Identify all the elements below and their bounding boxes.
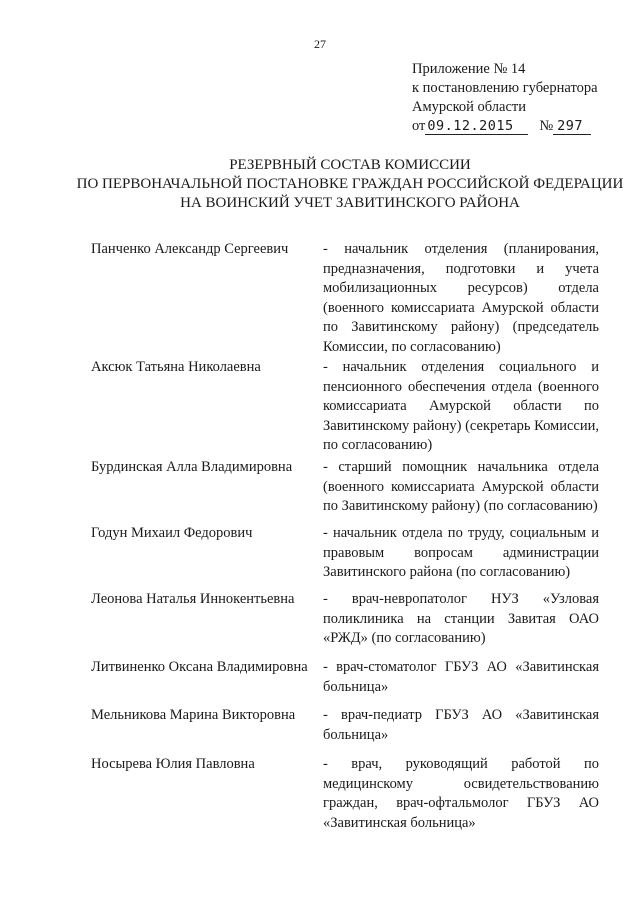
member-role: - начальник отделения (планирования, предназначения, подготовки и учета мобилизационных ресурсов) отдела (военного комиссариата Амурской области по Завитинскому району) (председатель Комиссии, по согласованию) <box>323 241 599 355</box>
member-name: Панченко Александр Сергеевич <box>91 241 289 257</box>
title-line-1: РЕЗЕРВНЫЙ СОСТАВ КОМИССИИ <box>229 157 471 173</box>
member-name: Мельникова Марина Викторовна <box>91 707 296 723</box>
member-name: Аксюк Татьяна Николаевна <box>91 359 261 375</box>
document-title <box>60 156 640 213</box>
member-name: Леонова Наталья Иннокентьевна <box>91 591 295 607</box>
decree-number: 297 <box>553 118 591 135</box>
title-line-3: НА ВОИНСКИЙ УЧЕТ ЗАВИТИНСКОГО РАЙОНА <box>180 195 520 211</box>
member-name: Носырева Юлия Павловна <box>91 756 255 772</box>
decree-date: 09.12.2015 <box>425 118 527 135</box>
appendix-region-line: Амурской области <box>412 99 526 115</box>
appendix-title: Приложение № 14 <box>412 61 526 77</box>
appendix-date-line <box>412 117 598 136</box>
member-role: - врач-педиатр ГБУЗ АО «Завитинская больница» <box>323 707 599 743</box>
appendix-block <box>412 60 598 136</box>
member-role: - врач, руководящий работой по медицинскому освидетельствованию граждан, врач-офтальмолог ГБУЗ АО «Завитинская больница» <box>323 756 599 831</box>
member-name: Бурдинская Алла Владимировна <box>91 459 293 475</box>
member-role: - врач-стоматолог ГБУЗ АО «Завитинская больница» <box>323 659 599 695</box>
page-number: 27 <box>314 37 326 51</box>
member-role: - врач-невропатолог НУЗ «Узловая поликлиника на станции Завитая ОАО «РЖД» (по согласованию) <box>323 591 599 646</box>
member-role: - начальник отделения социального и пенсионного обеспечения отдела (военного комиссариата Амурской области по Завитинскому району) (секретарь Комиссии, по согласованию) <box>323 359 600 453</box>
date-prefix: от <box>412 118 426 134</box>
appendix-decree-line: к постановлению губернатора <box>412 80 598 96</box>
title-line-2: ПО ПЕРВОНАЧАЛЬНОЙ ПОСТАНОВКЕ ГРАЖДАН РОССИЙСКОЙ ФЕДЕРАЦИИ <box>76 176 624 192</box>
member-role: - начальник отдела по труду, социальным и правовым вопросам администрации Завитинского района (по согласованию) <box>323 525 599 580</box>
member-role: - старший помощник начальника отдела (военного комиссариата Амурской области по Завитинскому району) (по согласованию) <box>323 459 599 514</box>
number-prefix: № <box>539 118 554 134</box>
member-name: Годун Михаил Федорович <box>91 525 253 541</box>
member-name: Литвиненко Оксана Владимировна <box>91 659 308 675</box>
